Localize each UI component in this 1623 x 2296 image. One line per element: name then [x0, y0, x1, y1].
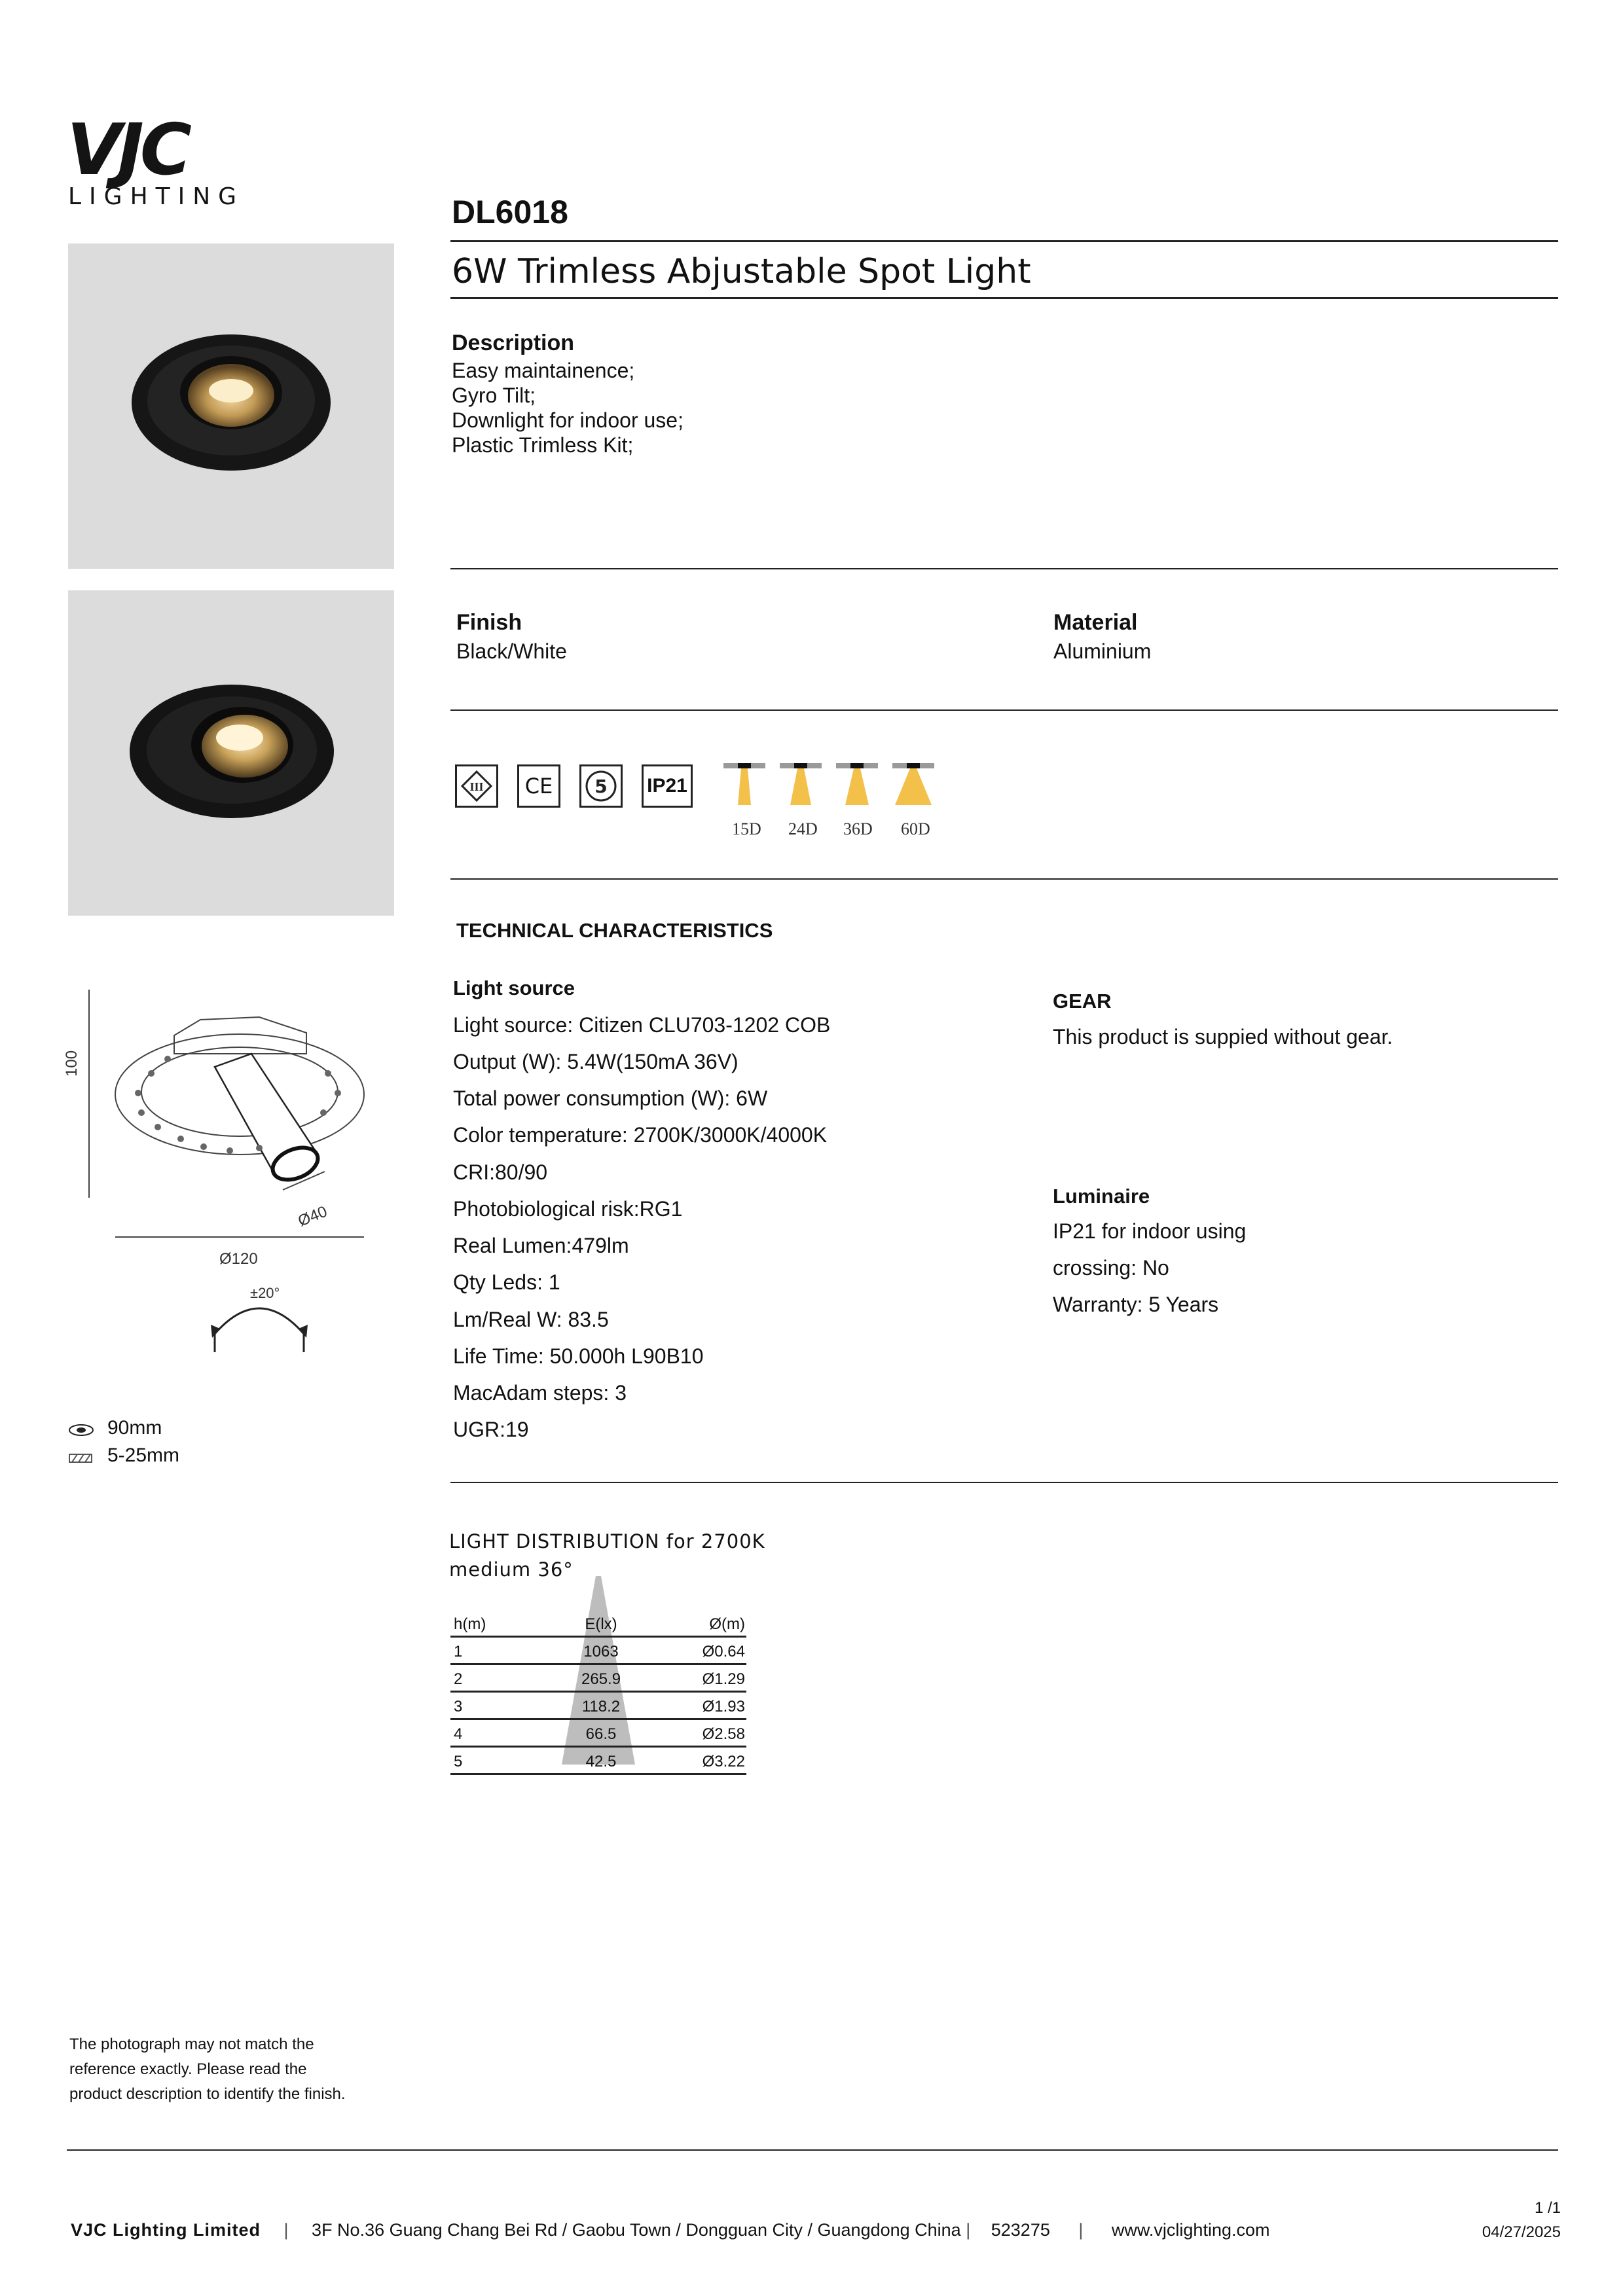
beam-60d-icon	[892, 763, 934, 805]
finish-value: Black/White	[456, 639, 567, 663]
table-row	[450, 1665, 746, 1693]
cell-height: 5	[454, 1753, 463, 1770]
disclaimer-line: product description to identify the finish.	[69, 2085, 346, 2103]
table-row	[450, 1638, 746, 1665]
light-distribution-table	[450, 1610, 746, 1775]
logo-wordmark: VJC	[67, 109, 189, 191]
beam-label: 36D	[843, 819, 873, 838]
light-distribution-subtitle: medium 36°	[449, 1558, 574, 1581]
gear-text: This product is suppied without gear.	[1053, 1025, 1393, 1049]
tech-line: Output (W): 5.4W(150mA 36V)	[453, 1050, 739, 1073]
warranty-years: 5	[594, 776, 608, 797]
description-list	[452, 358, 684, 457]
cell-illuminance: 66.5	[585, 1725, 617, 1743]
finish-divider	[450, 709, 1558, 711]
technical-drawing	[63, 982, 390, 1374]
cert-divider	[450, 878, 1558, 880]
footer-company: VJC Lighting Limited	[71, 2220, 261, 2240]
tech-line: Qty Leds: 1	[453, 1270, 560, 1294]
cell-illuminance: 1063	[583, 1643, 619, 1660]
class-iii-icon	[455, 764, 498, 808]
tech-line: Lm/Real W: 83.5	[453, 1308, 609, 1331]
luminaire-line: crossing: No	[1053, 1256, 1169, 1280]
product-photo-front	[68, 243, 394, 569]
footer-separator: |	[966, 2220, 971, 2240]
finish-label: Finish	[456, 610, 522, 635]
light-source-heading: Light source	[453, 977, 575, 999]
table-row	[450, 1720, 746, 1748]
footer-website[interactable]: www.vjclighting.com	[1111, 2220, 1270, 2240]
header-divider	[450, 240, 1558, 242]
warranty-icon	[579, 764, 623, 808]
cell-height: 2	[454, 1670, 463, 1688]
tech-line: Color temperature: 2700K/3000K/4000K	[453, 1123, 828, 1147]
cell-height: 3	[454, 1698, 463, 1715]
svg-text:III: III	[469, 780, 484, 793]
cell-diameter: Ø2.58	[702, 1725, 745, 1743]
description-divider	[450, 568, 1558, 569]
cell-diameter: Ø1.93	[702, 1698, 745, 1715]
page-number: 1 /1	[1534, 2199, 1561, 2217]
description-item: Plastic Trimless Kit;	[452, 433, 634, 457]
tech-line: Life Time: 50.000h L90B10	[453, 1344, 704, 1368]
drawing-inner-diameter: Ø40	[295, 1202, 330, 1230]
disclaimer-line: reference exactly. Please read the	[69, 2060, 307, 2078]
header-illuminance: E(lx)	[585, 1615, 617, 1633]
cell-diameter: Ø1.29	[702, 1670, 745, 1688]
header-diameter: Ø(m)	[709, 1615, 745, 1633]
beam-label: 24D	[788, 819, 818, 838]
footer-address: 3F No.36 Guang Chang Bei Rd / Gaobu Town / Dongguan City / Guangdong China	[312, 2220, 961, 2240]
ip-rating-icon: IP21	[642, 764, 693, 808]
table-row	[450, 1748, 746, 1775]
description-item: Gyro Tilt;	[452, 384, 536, 407]
footer	[71, 2220, 1269, 2240]
drawing-height-label: 100	[63, 1050, 81, 1077]
tech-divider	[450, 1482, 1558, 1483]
cutout-value: 90mm	[107, 1417, 162, 1439]
tech-line: Photobiological risk:RG1	[453, 1197, 683, 1221]
gear-heading: GEAR	[1053, 990, 1112, 1013]
luminaire-line: IP21 for indoor using	[1053, 1219, 1247, 1243]
beam-label: 15D	[732, 819, 761, 838]
cutout-icon	[68, 1422, 94, 1442]
cell-illuminance: 42.5	[585, 1753, 617, 1770]
disclaimer-line: The photograph may not match the	[69, 2036, 314, 2053]
drawing-tilt-label: ±20°	[250, 1285, 280, 1301]
vjc-logo	[67, 109, 245, 210]
model-number: DL6018	[452, 194, 568, 230]
beam-label: 60D	[901, 819, 930, 838]
footer-postcode: 523275	[991, 2220, 1050, 2240]
tech-line: Total power consumption (W): 6W	[453, 1086, 768, 1110]
light-distribution-title-line: LIGHT DISTRIBUTION for 2700K	[449, 1530, 765, 1552]
cell-diameter: Ø0.64	[702, 1643, 745, 1660]
cell-height: 1	[454, 1643, 463, 1660]
tech-line: Light source: Citizen CLU703-1202 COB	[453, 1013, 831, 1037]
description-item: Downlight for indoor use;	[452, 408, 684, 432]
tech-line: Real Lumen:479lm	[453, 1234, 629, 1257]
footer-separator: |	[283, 2220, 289, 2240]
header-height: h(m)	[454, 1615, 486, 1633]
cell-illuminance: 118.2	[581, 1698, 621, 1715]
technical-heading: TECHNICAL CHARACTERISTICS	[456, 919, 773, 942]
luminaire-line: Warranty: 5 Years	[1053, 1293, 1219, 1316]
beam-angle-icons	[723, 763, 946, 810]
beam-24d-icon	[780, 763, 822, 805]
product-photo-tilted	[68, 590, 394, 916]
cell-height: 4	[454, 1725, 463, 1743]
ceiling-thickness-value: 5-25mm	[107, 1444, 180, 1466]
beam-15d-icon	[723, 763, 765, 805]
document-date: 04/27/2025	[1482, 2223, 1561, 2241]
table-row	[450, 1693, 746, 1720]
tech-line: MacAdam steps: 3	[453, 1381, 627, 1405]
material-value: Aluminium	[1053, 639, 1152, 663]
title-divider	[450, 297, 1558, 299]
tech-line: CRI:80/90	[453, 1160, 548, 1184]
material-label: Material	[1053, 610, 1138, 635]
ce-mark-icon: CE	[517, 764, 560, 808]
logo-subtitle: LIGHTING	[68, 183, 245, 210]
luminaire-heading: Luminaire	[1053, 1185, 1150, 1208]
drawing-outer-diameter: Ø120	[219, 1250, 258, 1268]
description-heading: Description	[452, 331, 575, 355]
cell-illuminance: 265.9	[581, 1670, 621, 1688]
ceiling-thickness-icon	[68, 1449, 94, 1469]
product-title: 6W Trimless Abjustable Spot Light	[452, 252, 1031, 291]
footer-divider	[67, 2149, 1558, 2151]
footer-separator: |	[1078, 2220, 1084, 2240]
photo-disclaimer	[69, 2032, 346, 2107]
table-header-row	[450, 1610, 746, 1638]
cell-diameter: Ø3.22	[702, 1753, 745, 1770]
tech-line: UGR:19	[453, 1418, 529, 1441]
beam-36d-icon	[836, 763, 878, 805]
description-item: Easy maintainence;	[452, 359, 635, 382]
